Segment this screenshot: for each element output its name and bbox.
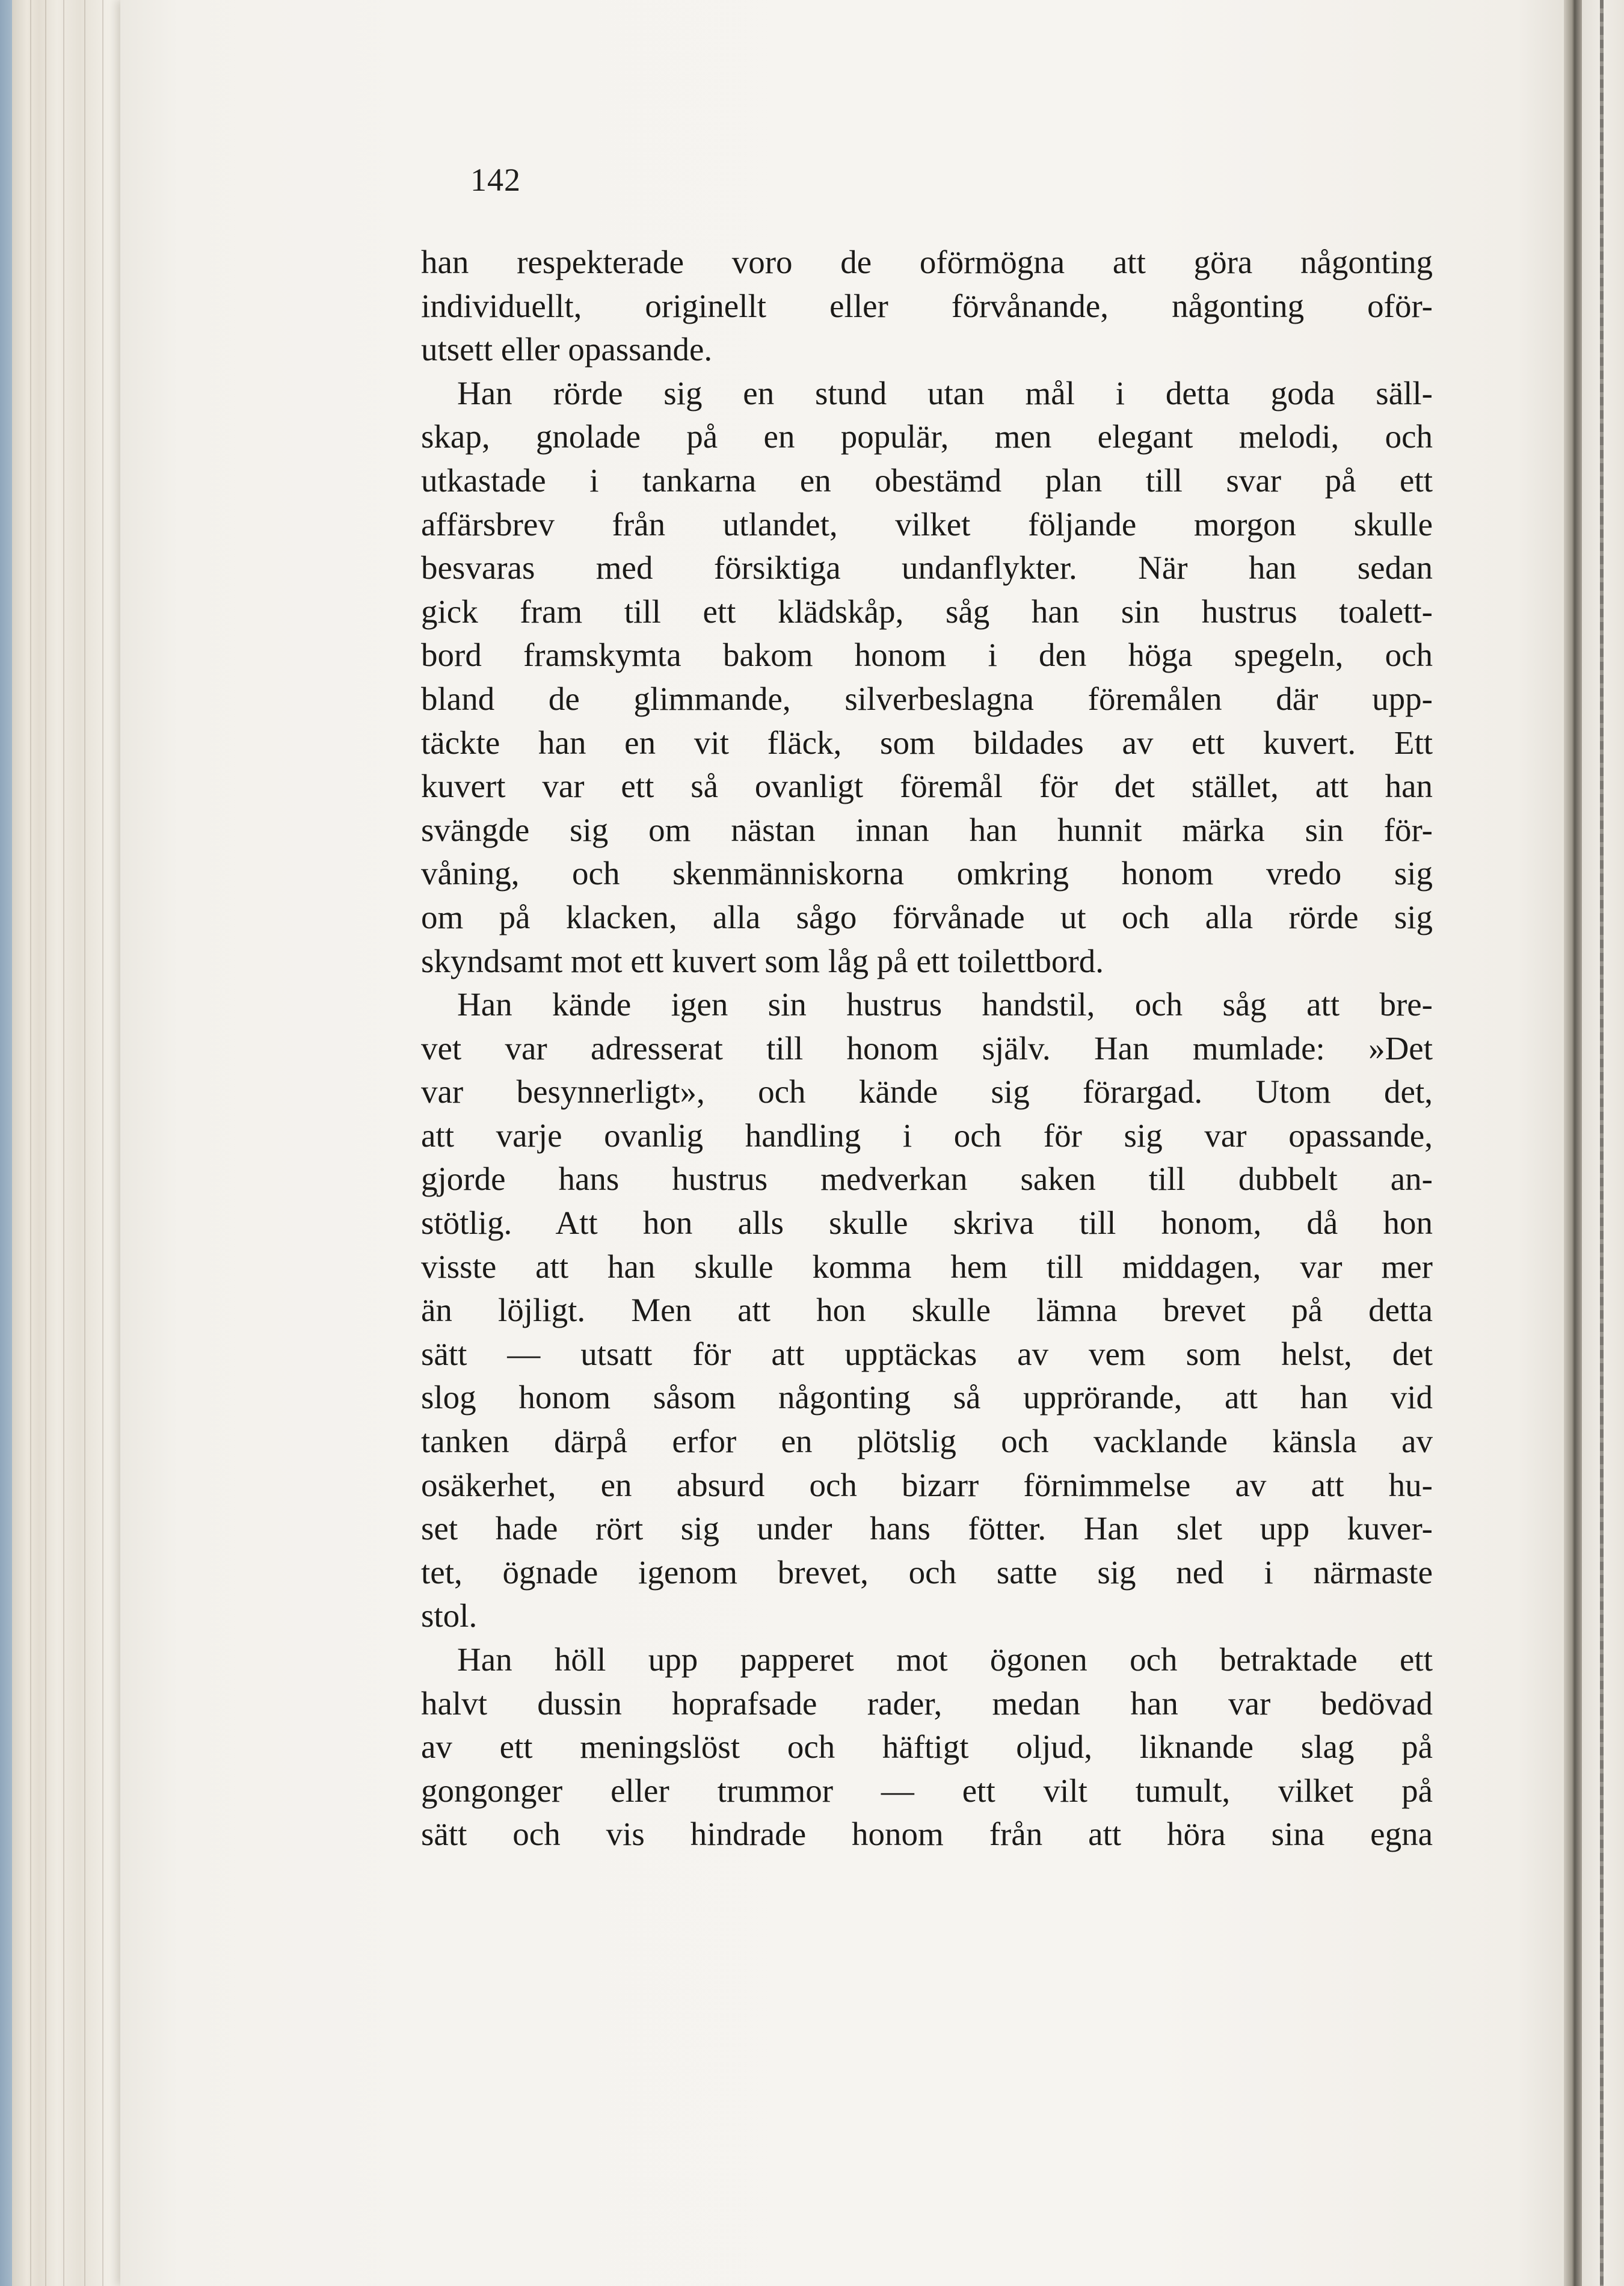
text-line: om på klacken, alla sågo förvånade ut och alla rörde sig (421, 898, 1433, 935)
text-line: tet, ögnade igenom brevet, och satte sig ned i närmaste (421, 1553, 1433, 1591)
text-line: bland de glimmande, silverbeslagna föremålen där upp- (421, 680, 1433, 717)
text-line: besvaras med försiktiga undanflykter. När han sedan (421, 549, 1433, 587)
text-line: täckte han en vit fläck, som bildades av ett kuvert. Ett (421, 724, 1433, 761)
text-line: han respekterade voro de oförmögna att göra någonting (421, 244, 1433, 280)
text-line: skyndsamt mot ett kuvert som låg på ett toilettbord. (421, 942, 1104, 979)
text-line: osäkerhet, en absurd och bizarr förnimmelse av att hu- (421, 1466, 1433, 1503)
text-line: våning, och skenmänniskorna omkring honom vredo sig (421, 855, 1433, 892)
text-line: kuvert var ett så ovanligt föremål för det stället, att han (421, 768, 1433, 805)
text-line: än löjligt. Men att hon skulle lämna brevet på detta (421, 1292, 1433, 1329)
body-text (421, 241, 1433, 1856)
page-number: 142 (470, 162, 521, 198)
text-line: skap, gnolade på en populär, men elegant melodi, och (421, 418, 1433, 455)
text-line: utkastade i tankarna en obestämd plan till svar på ett (421, 461, 1433, 499)
facing-page-text-edge (1600, 0, 1604, 2286)
text-line: sätt och vis hindrade honom från att höra sina egna (421, 1816, 1433, 1853)
page-edge-line (102, 0, 103, 2286)
text-line: stol. (421, 1597, 478, 1634)
text-line: vet var adresserat till honom själv. Han mumlade: »Det (421, 1029, 1433, 1067)
text-line: av ett meningslöst och häftigt oljud, liknande slag på (421, 1728, 1433, 1766)
text-line: halvt dussin hoprafsade rader, medan han var bedövad (421, 1684, 1433, 1722)
page-edge-line (30, 0, 31, 2286)
text-line: visste att han skulle komma hem till middagen, var mer (421, 1248, 1433, 1285)
page-edge-line (84, 0, 85, 2286)
text-line: gongonger eller trummor — ett vilt tumult, vilket på (421, 1772, 1433, 1809)
text-line: tanken därpå erfor en plötslig och vacklande känsla av (421, 1423, 1433, 1460)
text-line: individuellt, originellt eller förvånande, någonting oför- (421, 287, 1433, 324)
text-line: Han kände igen sin hustrus handstil, och såg att bre- (457, 986, 1433, 1023)
text-line: Han höll upp papperet mot ögonen och betraktade ett (457, 1641, 1433, 1678)
text-line: var besynnerligt», och kände sig förargad. Utom det, (421, 1073, 1433, 1111)
text-line: att varje ovanlig handling i och för sig var opassande, (421, 1117, 1433, 1154)
text-line: gick fram till ett klädskåp, såg han sin hustrus toalett- (421, 593, 1433, 630)
text-line: stötlig. Att hon alls skulle skriva till honom, då hon (421, 1204, 1433, 1242)
text-line: affärsbrev från utlandet, vilket följande morgon skulle (421, 505, 1433, 543)
text-line: slog honom såsom någonting så upprörande, att han vid (421, 1379, 1433, 1416)
page-edge-line (63, 0, 64, 2286)
text-line: set hade rört sig under hans fötter. Han slet upp kuver- (421, 1510, 1433, 1547)
text-line: sätt — utsatt för att upptäckas av vem som helst, det (421, 1335, 1433, 1372)
text-line: Han rörde sig en stund utan mål i detta goda säll- (457, 374, 1433, 411)
page-edge-line (45, 0, 46, 2286)
text-line: bord framskymta bakom honom i den höga spegeln, och (421, 636, 1433, 674)
book-gutter (1564, 0, 1582, 2286)
text-line: gjorde hans hustrus medverkan saken till dubbelt an- (421, 1160, 1433, 1198)
text-line: svängde sig om nästan innan han hunnit märka sin för- (421, 811, 1433, 848)
text-line: utsett eller opassande. (421, 331, 713, 368)
